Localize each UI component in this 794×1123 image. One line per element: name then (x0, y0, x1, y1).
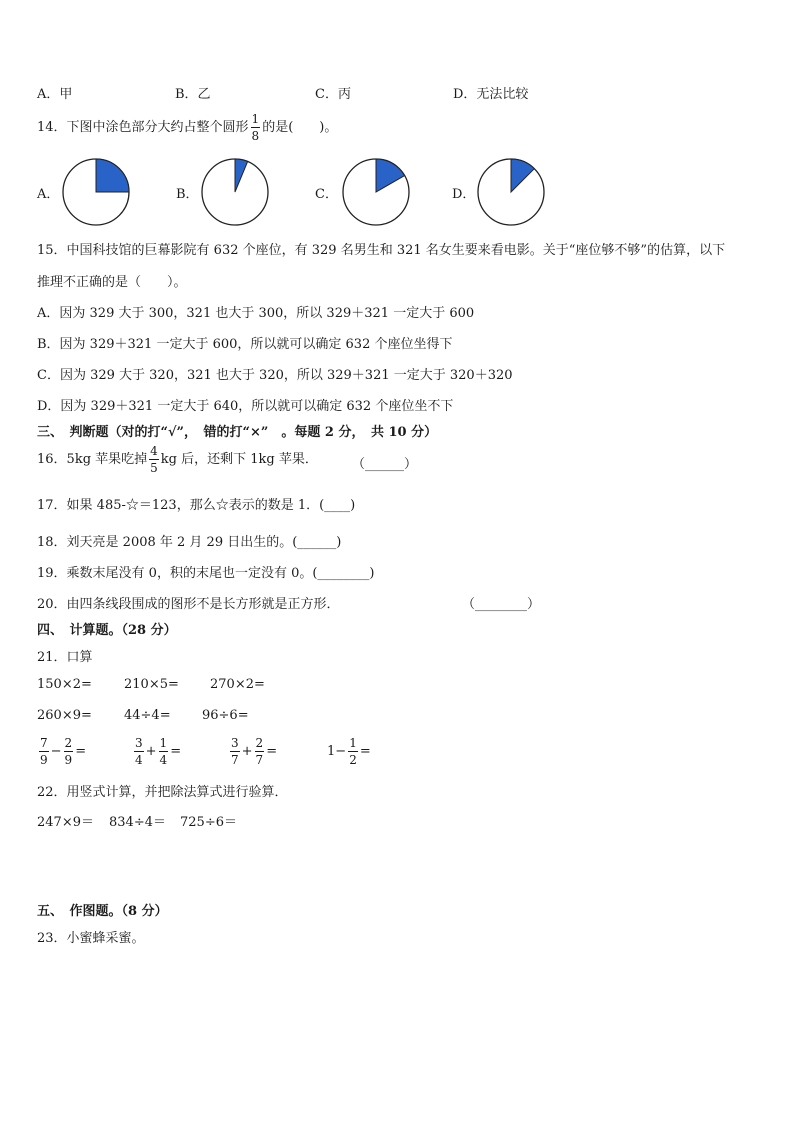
section-5-title: 五、 作图题。（8 分） (37, 904, 168, 919)
fraction (134, 737, 144, 766)
q14-label-a: A． (37, 187, 60, 202)
equals: = (75, 744, 87, 759)
q14-prefix: 14．下图中涂色部分大约占整个圆形 (37, 120, 249, 135)
calc-item: 260×9= (37, 708, 92, 723)
whole-number: 1 (327, 744, 336, 759)
q16-prefix: 16．5kg 苹果吃掉 (37, 452, 148, 467)
q16-suffix: kg 后，还剩下 1kg 苹果． (160, 452, 318, 467)
calc-item: 96÷6= (202, 708, 249, 723)
q13-option-c: C．丙 (315, 87, 351, 102)
q15-option-b: B．因为 329＋321 一定大于 600，所以就可以确定 632 个座位坐得下 (37, 337, 453, 352)
fraction-numerator: 2 (64, 736, 73, 750)
fraction-denominator: 9 (40, 753, 48, 767)
calc-item: 725÷6＝ (180, 815, 237, 830)
operator: + (241, 744, 253, 759)
operator: + (145, 744, 157, 759)
fraction-numerator: 2 (255, 736, 264, 750)
pie-chart-a (61, 157, 131, 227)
q18-question: 18．刘天亮是 2008 年 2 月 29 日出生的。(______) (37, 535, 342, 550)
q20-answer-blank[interactable]: （________） (462, 597, 541, 612)
fraction-numerator: 3 (135, 736, 143, 750)
operator: − (50, 744, 62, 759)
calc-item: 210×5= (124, 677, 179, 692)
calc-item: 834÷4＝ (109, 815, 166, 830)
fraction-denominator: 8 (251, 129, 260, 143)
fraction-denominator: 7 (231, 753, 239, 767)
calc-fraction-item (228, 732, 277, 772)
fraction-denominator: 5 (150, 461, 158, 475)
fraction-denominator: 7 (255, 753, 264, 767)
q16-question (37, 440, 318, 480)
calc-fraction-item (132, 732, 181, 772)
calc-item: 150×2= (37, 677, 92, 692)
q19-question: 19．乘数末尾没有 0，积的末尾也一定没有 0。(________) (37, 566, 375, 581)
q13-option-a: A．甲 (37, 87, 73, 102)
fraction (230, 737, 240, 766)
fraction (348, 737, 358, 766)
pie-chart-d (476, 157, 546, 227)
fraction-numerator: 7 (40, 736, 48, 750)
q14-fraction (251, 113, 261, 142)
calc-fraction-item (327, 732, 371, 772)
q21-title: 21．口算 (37, 650, 93, 665)
q15-option-c: C．因为 329 大于 320，321 也大于 320，所以 329＋321 一定大于 320＋320 (37, 368, 513, 383)
calc-item: 247×9＝ (37, 815, 94, 830)
equals: = (266, 744, 278, 759)
q15-option-d: D．因为 329＋321 一定大于 640，所以就可以确定 632 个座位坐不下 (37, 399, 454, 414)
operator: − (335, 744, 347, 759)
pie-chart-c (341, 157, 411, 227)
fraction (255, 737, 265, 766)
q15-line-1: 15．中国科技馆的巨幕影院有 632 个座位，有 329 名男生和 321 名女生要来看电影。关于“座位够不够”的估算，以下 (37, 243, 726, 258)
calc-item: 44÷4= (124, 708, 171, 723)
fraction-denominator: 4 (159, 753, 168, 767)
q15-option-a: A．因为 329 大于 300，321 也大于 300，所以 329＋321 一定大于 600 (37, 306, 475, 321)
q13-option-b: B．乙 (175, 87, 211, 102)
fraction-numerator: 4 (150, 444, 158, 458)
section-3-title: 三、 判断题（对的打“√”， 错的打“×” 。每题 2 分， 共 10 分） (37, 425, 438, 440)
q22-title: 22．用竖式计算，并把除法算式进行验算． (37, 785, 288, 800)
section-4-title: 四、 计算题。（28 分） (37, 623, 177, 638)
q14-label-d: D． (452, 187, 476, 202)
equals: = (359, 744, 371, 759)
fraction (64, 737, 74, 766)
fraction-denominator: 9 (64, 753, 73, 767)
q16-answer-blank[interactable]: （______） (352, 457, 418, 472)
calc-fraction-item (37, 732, 86, 772)
q14-suffix: 的是( )。 (262, 120, 338, 135)
q15-line-2: 推理不正确的是（ ）。 (37, 275, 187, 290)
equals: = (170, 744, 182, 759)
pie-chart-b (200, 157, 270, 227)
fraction-denominator: 4 (135, 753, 143, 767)
calc-item: 270×2= (210, 677, 265, 692)
q16-fraction (149, 445, 159, 474)
fraction-numerator: 1 (251, 112, 260, 126)
fraction (159, 737, 169, 766)
q14-question (37, 108, 337, 148)
fraction (39, 737, 49, 766)
q23-question: 23．小蜜蜂采蜜。 (37, 931, 145, 946)
q13-option-d: D．无法比较 (453, 87, 529, 102)
fraction-numerator: 1 (159, 736, 168, 750)
q14-label-c: C． (315, 187, 338, 202)
fraction-denominator: 2 (349, 753, 357, 767)
q17-question: 17．如果 485-☆＝123，那么☆表示的数是 1．(____) (37, 498, 356, 513)
q20-question: 20．由四条线段围成的图形不是长方形就是正方形． (37, 597, 340, 612)
fraction-numerator: 3 (231, 736, 239, 750)
pie-shaded-slice (96, 159, 129, 192)
fraction-numerator: 1 (349, 736, 357, 750)
q14-label-b: B． (176, 187, 199, 202)
